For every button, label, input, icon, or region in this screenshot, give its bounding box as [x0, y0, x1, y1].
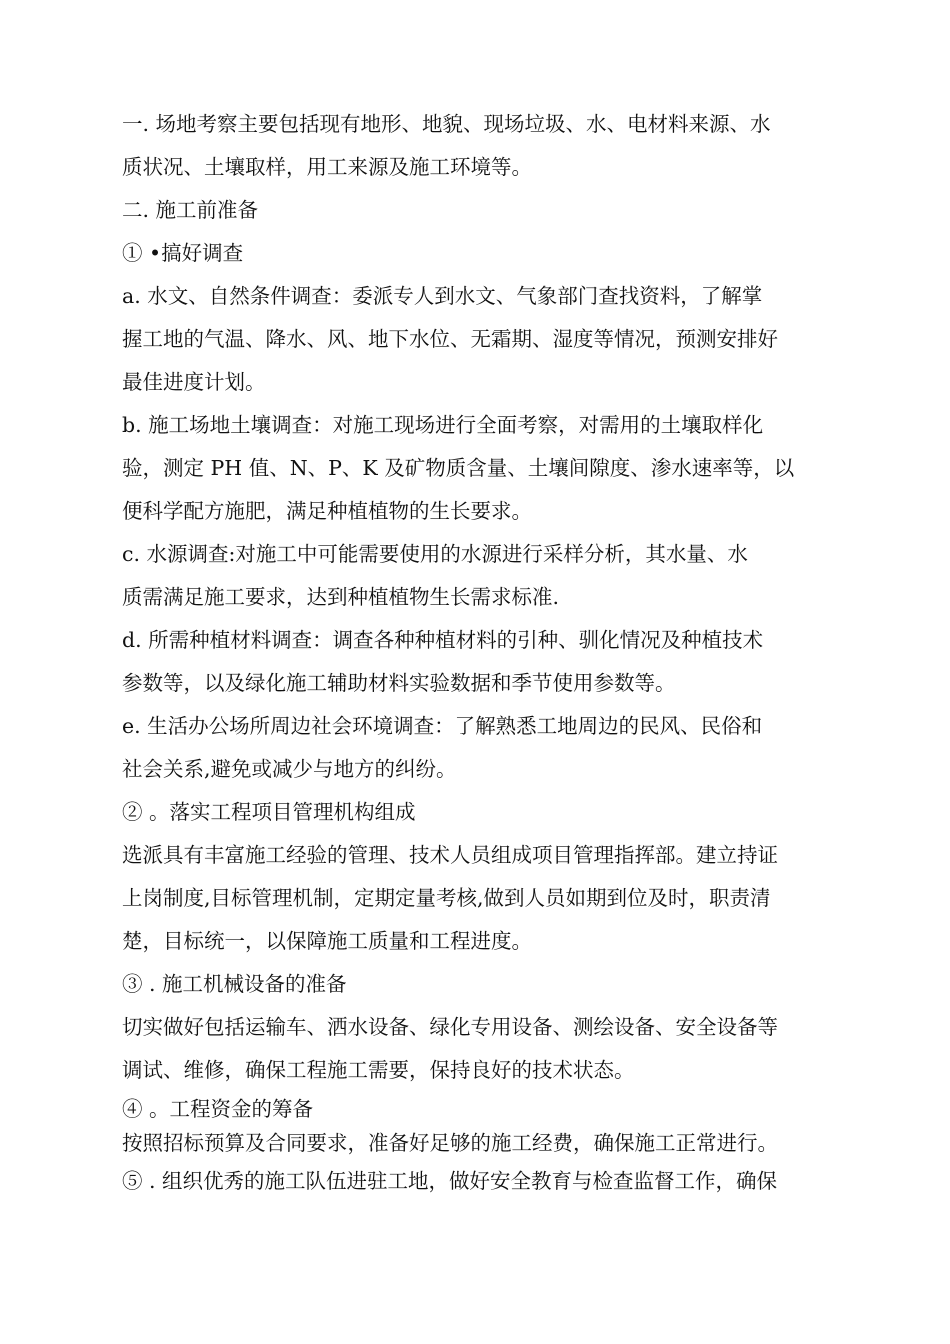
- text-line: 二. 施工前准备: [122, 198, 259, 222]
- paragraph-item-2-heading: [122, 791, 840, 834]
- text-line: 质状况、土壤取样，用工来源及施工环境等。: [122, 155, 532, 179]
- paragraph-item-3-heading: [122, 963, 840, 1006]
- paragraph-item-4-body: [122, 1126, 840, 1160]
- paragraph-item-5: [122, 1160, 840, 1203]
- text-line: ③ . 施工机械设备的准备: [122, 972, 347, 996]
- paragraph-item-3-body: [122, 1006, 840, 1092]
- paragraph-item-d: [122, 619, 840, 705]
- paragraph-item-4-heading: [122, 1092, 840, 1126]
- text-line: d. 所需种植材料调查：调查各种种植材料的引种、驯化情况及种植技术: [122, 628, 764, 652]
- paragraph-item-c: [122, 533, 840, 619]
- text-line: ⑤ . 组织优秀的施工队伍进驻工地，做好安全教育与检查监督工作，确保: [122, 1169, 778, 1193]
- text-line: ① •搞好调查: [122, 241, 244, 265]
- text-line: 上岗制度,目标管理机制，定期定量考核,做到人员如期到位及时，职责清: [122, 886, 771, 910]
- paragraph-item-1-heading: [122, 232, 840, 275]
- text-line: e. 生活办公场所周边社会环境调查：了解熟悉工地周边的民风、民俗和: [122, 714, 763, 738]
- text-line: 调试、维修，确保工程施工需要，保持良好的技术状态。: [122, 1058, 635, 1082]
- text-line: 按照招标预算及合同要求，准备好足够的施工经费，确保施工正常进行。: [122, 1131, 778, 1155]
- paragraph-item-2-body: [122, 834, 840, 963]
- text-line: a. 水文、自然条件调查：委派专人到水文、气象部门查找资料，了解掌: [122, 284, 763, 308]
- text-line: 一. 场地考察主要包括现有地形、地貌、现场垃圾、水、电材料来源、水: [122, 112, 771, 136]
- text-line: 选派具有丰富施工经验的管理、技术人员组成项目管理指挥部。建立持证: [122, 843, 778, 867]
- text-line: 握工地的气温、降水、风、地下水位、无霜期、湿度等情况，预测安排好: [122, 327, 778, 351]
- text-line: ④ 。工程资金的筹备: [122, 1097, 314, 1121]
- paragraph-item-b: [122, 404, 840, 533]
- text-line: 便科学配方施肥，满足种植植物的生长要求。: [122, 499, 532, 523]
- paragraph-item-e: [122, 705, 840, 791]
- text-line: 最佳进度计划。: [122, 370, 266, 394]
- text-line: b. 施工场地土壤调查：对施工现场进行全面考察，对需用的土壤取样化: [122, 413, 764, 437]
- text-line: 质需满足施工要求，达到种植植物生长需求标准.: [122, 585, 560, 609]
- paragraph-item-a: [122, 275, 840, 404]
- text-line: 切实做好包括运输车、洒水设备、绿化专用设备、测绘设备、安全设备等: [122, 1015, 778, 1039]
- text-line: 社会关系,避免或减少与地方的纠纷。: [122, 757, 457, 781]
- text-line: 楚，目标统一，以保障施工质量和工程进度。: [122, 929, 532, 953]
- text-line: 参数等，以及绿化施工辅助材料实验数据和季节使用参数等。: [122, 671, 676, 695]
- paragraph-section-2-heading: [122, 189, 840, 232]
- text-line: 验，测定 PH 值、N、P、K 及矿物质含量、土壤间隙度、渗水速率等，以: [122, 456, 795, 480]
- document-body: [122, 103, 840, 1203]
- text-line: c. 水源调查:对施工中可能需要使用的水源进行采样分析，其水量、水: [122, 542, 748, 566]
- text-line: ② 。落实工程项目管理机构组成: [122, 800, 416, 824]
- paragraph-site-survey: [122, 103, 840, 189]
